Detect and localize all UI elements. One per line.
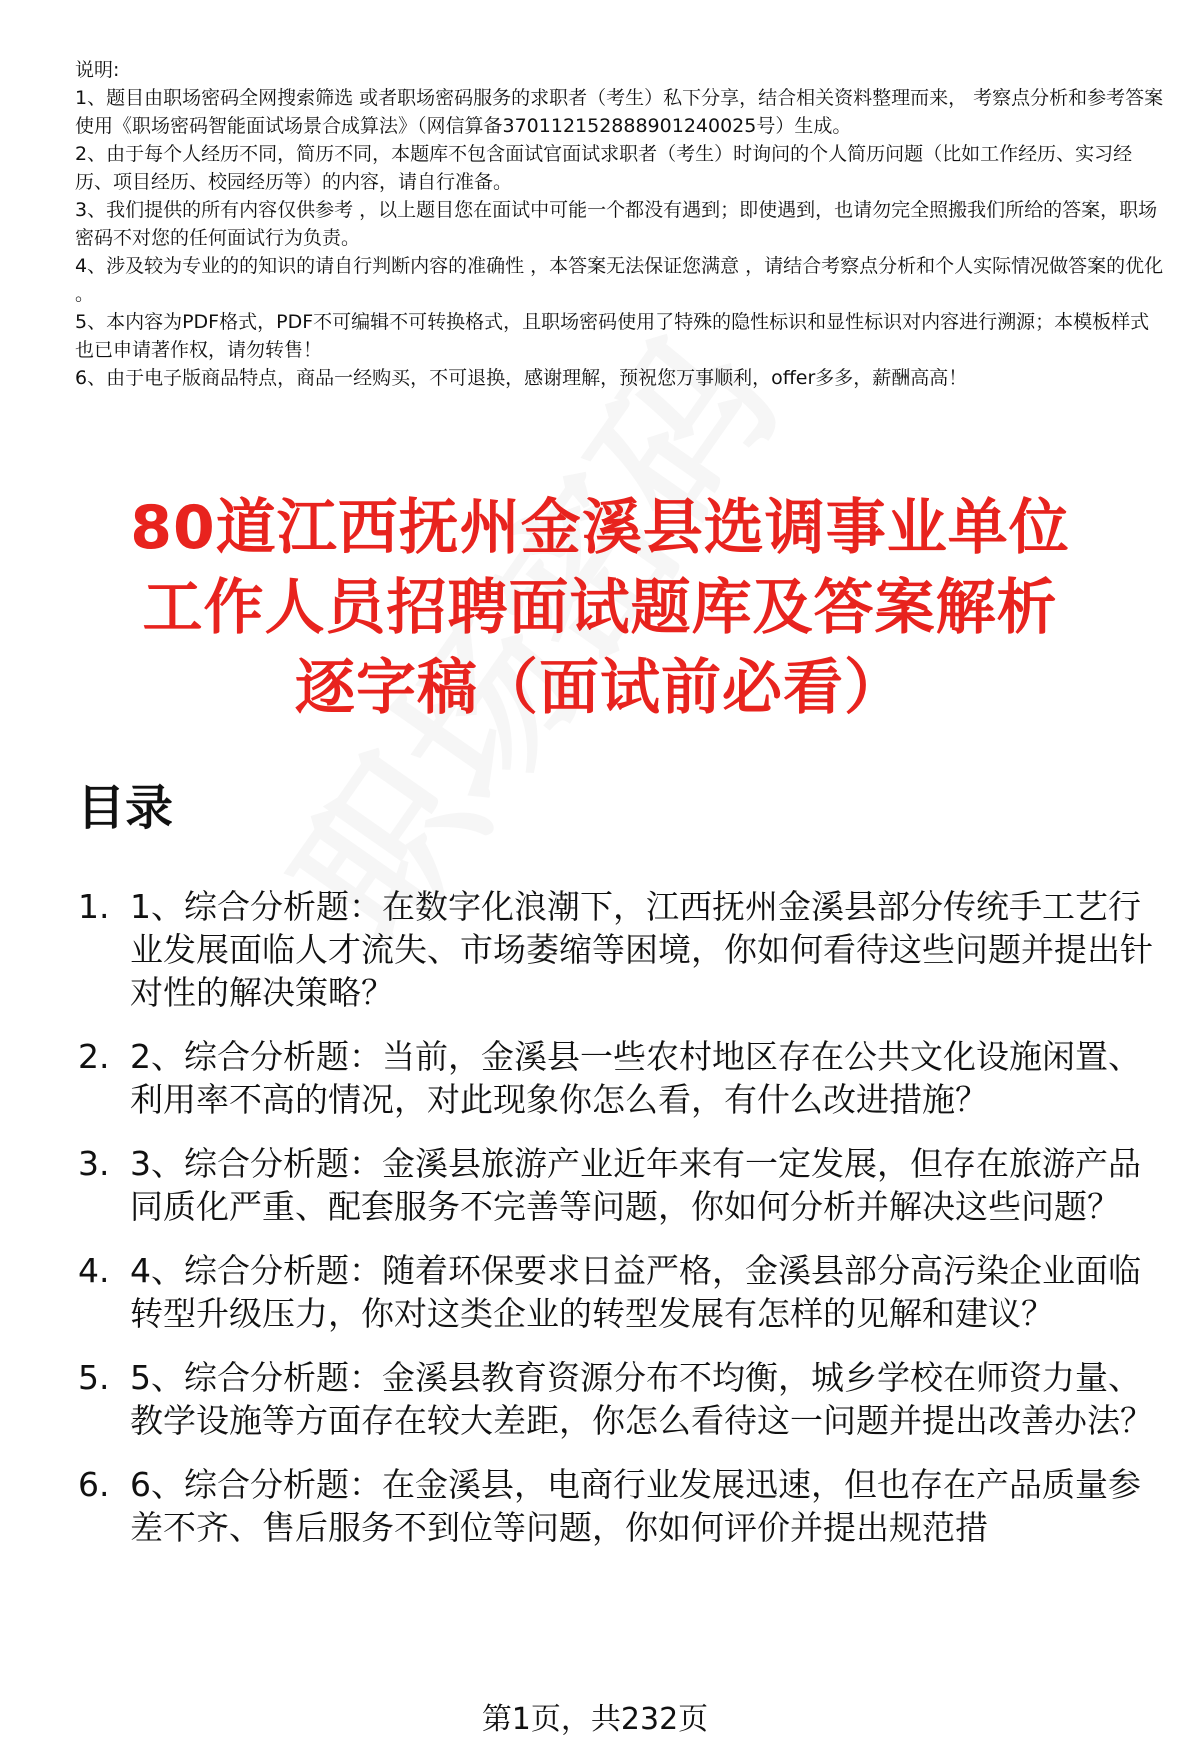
toc-item-number: 6. bbox=[78, 1465, 110, 1504]
table-of-contents bbox=[78, 885, 1173, 1570]
toc-item-text: 6、综合分析题：在金溪县，电商行业发展迅速，但也存在产品质量参差不齐、售后服务不到位等问题，你如何评价并提出规范措 bbox=[130, 1465, 1141, 1547]
disclaimer-notes bbox=[75, 56, 1165, 392]
page-number: 第1页，共232页 bbox=[481, 1702, 709, 1737]
note-item-6: 6、由于电子版商品特点，商品一经购买，不可退换，感谢理解，预祝您万事顺利，offer多多，薪酬高高！ bbox=[75, 367, 968, 389]
toc-item[interactable] bbox=[78, 1035, 1173, 1121]
toc-item-text: 3、综合分析题：金溪县旅游产业近年来有一定发展，但存在旅游产品同质化严重、配套服务不完善等问题，你如何分析并解决这些问题？ bbox=[130, 1144, 1141, 1226]
document-title bbox=[70, 488, 1130, 728]
note-item-4: 4、涉及较为专业的的知识的请自行判断内容的准确性 ，本答案无法保证您满意 ，请结合考察点分析和个人实际情况做答案的优化 。 bbox=[75, 255, 1164, 305]
title-line-3: 逐字稿（面试前必看） bbox=[295, 653, 905, 723]
note-item-1: 1、题目由职场密码全网搜索筛选 或者职场密码服务的求职者（考生）私下分享，结合相关资料整理而来， 考察点分析和参考答案使用《职场密码智能面试场景合成算法》（网信算备370112152888901240025号）生成。 bbox=[75, 87, 1164, 137]
toc-heading: 目录 bbox=[77, 780, 174, 836]
toc-item-number: 1. bbox=[78, 887, 110, 926]
toc-item-number: 4. bbox=[78, 1251, 110, 1290]
toc-item-text: 1、综合分析题：在数字化浪潮下，江西抚州金溪县部分传统手工艺行业发展面临人才流失、市场萎缩等困境，你如何看待这些问题并提出针对性的解决策略？ bbox=[130, 887, 1153, 1012]
toc-item-text: 4、综合分析题：随着环保要求日益严格，金溪县部分高污染企业面临转型升级压力，你对这类企业的转型发展有怎样的见解和建议？ bbox=[130, 1251, 1141, 1333]
toc-item-number: 3. bbox=[78, 1144, 110, 1183]
note-item-5: 5、本内容为PDF格式，PDF不可编辑不可转换格式，且职场密码使用了特殊的隐性标识和显性标识对内容进行溯源；本模板样式也已申请著作权，请勿转售！ bbox=[75, 311, 1150, 361]
toc-item[interactable] bbox=[78, 1356, 1173, 1442]
note-item-3: 3、我们提供的所有内容仅供参考 ，以上题目您在面试中可能一个都没有遇到；即使遇到，也请勿完全照搬我们所给的答案，职场密码不对您的任何面试行为负责。 bbox=[75, 199, 1158, 249]
toc-item-text: 2、综合分析题：当前，金溪县一些农村地区存在公共文化设施闲置、利用率不高的情况，对此现象你怎么看，有什么改进措施？ bbox=[130, 1037, 1141, 1119]
note-item-2: 2、由于每个人经历不同，简历不同，本题库不包含面试官面试求职者（考生）时询问的个人简历问题（比如工作经历、实习经历、项目经历、校园经历等）的内容，请自行准备。 bbox=[75, 143, 1133, 193]
toc-item-text: 5、综合分析题：金溪县教育资源分布不均衡，城乡学校在师资力量、教学设施等方面存在较大差距，你怎么看待这一问题并提出改善办法？ bbox=[130, 1358, 1153, 1440]
toc-item-number: 5. bbox=[78, 1358, 110, 1397]
toc-item-number: 2. bbox=[78, 1037, 110, 1076]
title-line-2: 工作人员招聘面试题库及答案解析 bbox=[142, 573, 1058, 643]
toc-item[interactable] bbox=[78, 1463, 1173, 1549]
toc-item[interactable] bbox=[78, 1142, 1173, 1228]
title-line-1: 80道江西抚州金溪县选调事业单位 bbox=[130, 493, 1070, 563]
notes-heading: 说明: bbox=[75, 59, 120, 81]
toc-item[interactable] bbox=[78, 1249, 1173, 1335]
toc-item[interactable] bbox=[78, 885, 1173, 1014]
